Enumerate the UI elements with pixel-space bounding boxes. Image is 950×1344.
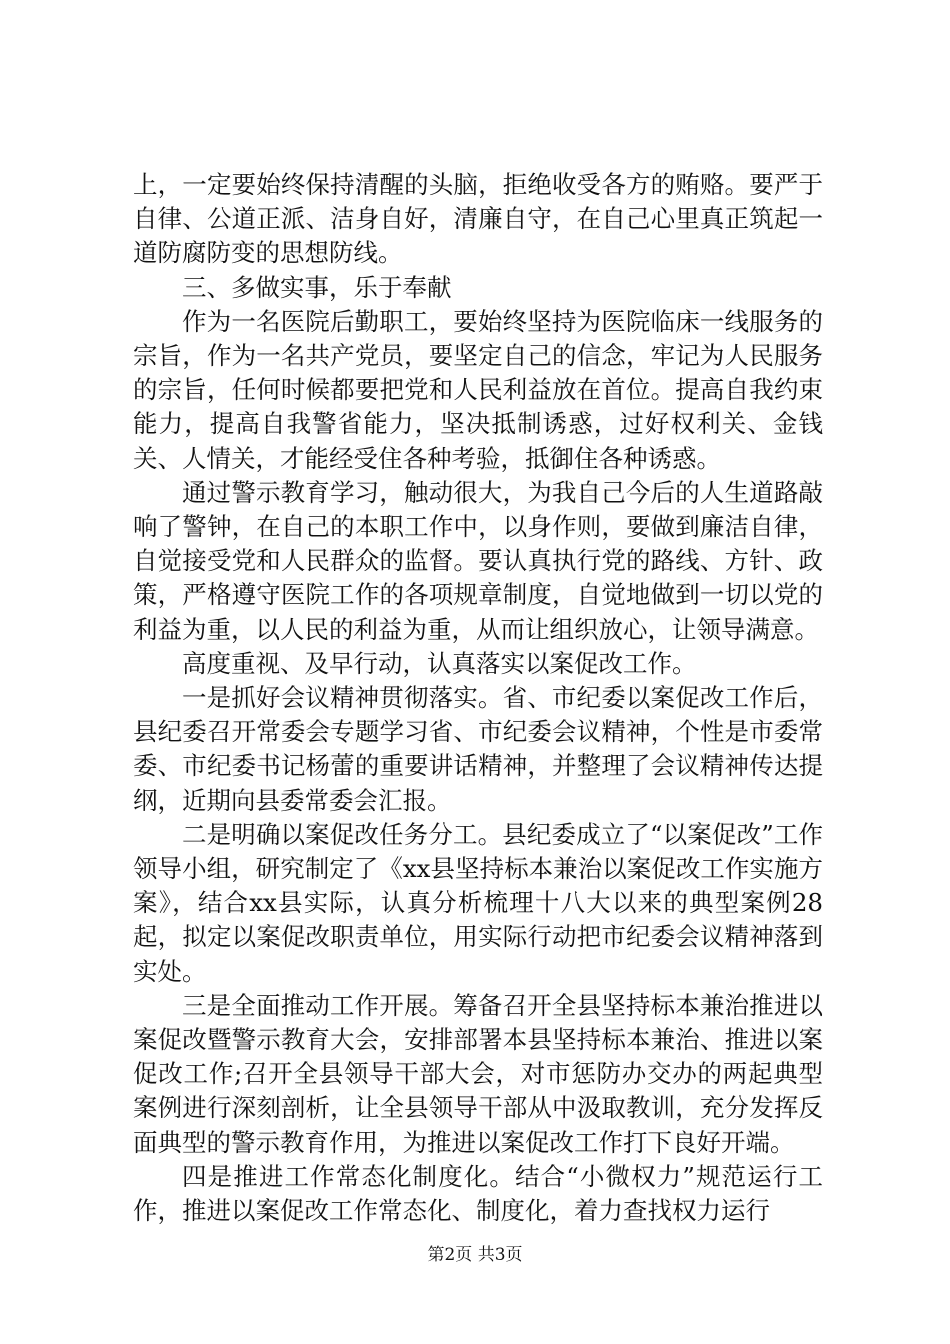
paragraph: 一是抓好会议精神贯彻落实。省、市纪委以案促改工作后，县纪委召开常委会专题学习省、市纪委会议精神，个性是市委常委、市纪委书记杨蕾的重要讲话精神，并整理了会议精神传达提纲，近期向县委常委会汇报。 [133,683,823,815]
paragraph: 四是推进工作常态化制度化。结合“小微权力”规范运行工作，推进以案促改工作常态化、制度化，着力查找权力运行 [133,1161,823,1226]
paragraph: 二是明确以案促改任务分工。县纪委成立了“以案促改”工作领导小组，研究制定了《xx县坚持标本兼治以案促改工作实施方案》，结合xx县实际，认真分析梳理十八大以来的典型案例28起，拟定以案促改职责单位，用实际行动把市纪委会议精神落到实处。 [133,819,823,986]
paragraph: 作为一名医院后勤职工，要始终坚持为医院临床一线服务的宗旨，作为一名共产党员，要坚定自己的信念，牢记为人民服务的宗旨，任何时候都要把党和人民利益放在首位。提高自我约束能力，提高自我警省能力，坚决抵制诱惑，过好权利关、金钱关、人情关，才能经受住各种考验，抵御住各种诱惑。 [133,306,823,473]
page-footer: 第2页 共3页 [427,1245,523,1265]
paragraph: 三是全面推动工作开展。筹备召开全县坚持标本兼治推进以案促改暨警示教育大会，安排部署本县坚持标本兼治、推进以案促改工作;召开全县领导干部大会，对市惩防办交办的两起典型案例进行深刻剖析，让全县领导干部从中汲取教训，充分发挥反面典型的警示教育作用，为推进以案促改工作打下良好开端。 [133,990,823,1157]
paragraph: 高度重视、及早行动，认真落实以案促改工作。 [182,648,697,678]
paragraph: 通过警示教育学习，触动很大，为我自己今后的人生道路敲响了警钟，在自己的本职工作中，以身作则，要做到廉洁自律，自觉接受党和人民群众的监督。要认真执行党的路线、方针、政策，严格遵守医院工作的各项规章制度，自觉地做到一切以党的利益为重，以人民的利益为重，从而让组织放心，让领导满意。 [133,477,823,644]
section-heading: 三、多做实事，乐于奉献 [182,272,452,302]
body-text [133,168,823,1228]
paragraph: 上，一定要始终保持清醒的头脑，拒绝收受各方的贿赂。要严于自律、公道正派、洁身自好，清廉自守，在自己心里真正筑起一道防腐防变的思想防线。 [133,170,823,268]
